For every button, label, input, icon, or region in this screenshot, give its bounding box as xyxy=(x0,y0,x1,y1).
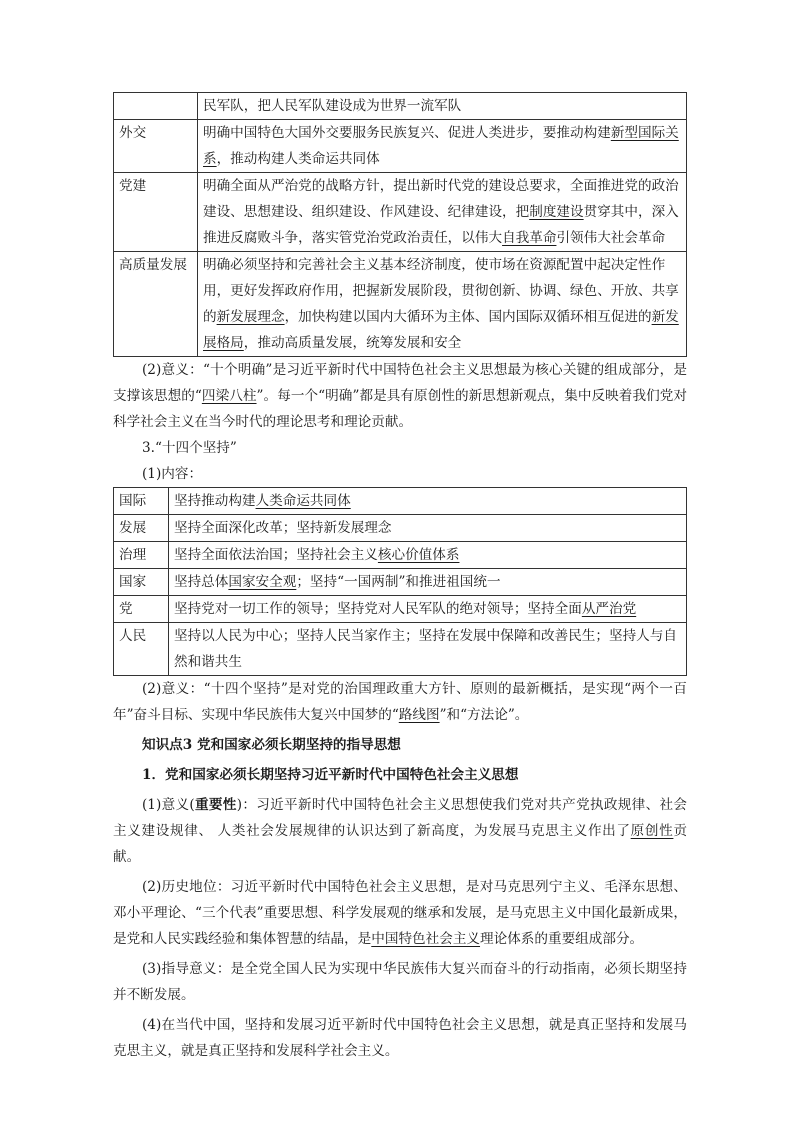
row-label: 高质量发展 xyxy=(114,252,198,357)
row-label: 治理 xyxy=(114,542,169,569)
row-content xyxy=(169,515,687,542)
content-label: (1)内容： xyxy=(142,466,203,482)
underlined-term: 人类命运共同体 xyxy=(255,493,351,509)
table-row xyxy=(114,488,687,515)
ten-clarifications-table xyxy=(113,92,687,357)
underlined-term: 新发展理念 xyxy=(216,309,285,325)
text-run: ”和“方法论”。 xyxy=(439,707,529,723)
text-run: 贡献。 xyxy=(113,823,687,865)
underlined-term: 中国特色社会主义 xyxy=(371,931,481,947)
row-label: 国际 xyxy=(114,488,169,515)
table-row xyxy=(114,515,687,542)
text-run: 坚持全面依法治国；坚持社会主义 xyxy=(174,547,378,563)
underlined-term: 自我革命 xyxy=(502,230,557,246)
text-run: 重要性 xyxy=(194,797,237,813)
text-run: 民军队，把人民军队建设成为世界一流军队 xyxy=(203,98,462,114)
table-row xyxy=(114,623,687,676)
row-content xyxy=(169,623,687,676)
knowledge-point-heading: 知识点3 党和国家必须长期坚持的指导思想 xyxy=(142,737,401,753)
text-run: 明确全面从严治党的战略方针，提出新时代党的建设总要求，全面推进党的政治建设、思想建设、组织建设、作风建设、纪律建设，把 xyxy=(203,178,679,220)
row-label xyxy=(114,93,198,120)
underlined-term: 原创性 xyxy=(630,823,674,839)
table-row xyxy=(114,173,687,252)
underlined-term: 路线图 xyxy=(398,707,440,723)
table-row xyxy=(114,120,687,173)
underlined-term: 四梁八柱 xyxy=(201,388,257,404)
text-run: ，推动高质量发展，统筹发展和安全 xyxy=(243,335,462,351)
underlined-term: 国家安全观 xyxy=(228,574,297,590)
text-run: 明确中国特色大国外交要服务民族复兴、促进人类进步，要推动构建 xyxy=(203,125,611,141)
significance-fourteen-paragraph xyxy=(113,676,687,728)
row-content xyxy=(169,596,687,623)
paragraph-contemporary-china xyxy=(113,1012,687,1064)
underlined-term: 从严治党 xyxy=(581,601,637,617)
text-run: 坚持以人民为中心；坚持人民当家作主；坚持在发展中保障和改善民生；坚持人与自然和谐共生 xyxy=(174,628,677,670)
underlined-term: 新型国际关系 xyxy=(203,125,679,167)
text-run: (2)历史地位：习近平新时代中国特色社会主义思想，是对马克思列宁主义、毛泽东思想、邓小平理论、“三个代表”重要思想、科学发展观的继承和发展，是马克思主义中国化最新成果，是党和人民实践经验和集体智慧的结晶，是 xyxy=(113,879,687,947)
row-label: 国家 xyxy=(114,569,169,596)
row-content xyxy=(198,120,687,173)
row-label: 发展 xyxy=(114,515,169,542)
row-content xyxy=(169,488,687,515)
section-heading: 1．党和国家必须长期坚持习近平新时代中国特色社会主义思想 xyxy=(142,767,519,783)
table-row xyxy=(114,252,687,357)
text-run: ；坚持“一国两制”和推进祖国统一 xyxy=(296,574,501,590)
underlined-term: 新发展格局 xyxy=(203,309,679,351)
text-run: 贯穿其中，深入推进反腐败斗争，落实管党治党政治责任，以伟大 xyxy=(203,204,679,246)
row-content xyxy=(198,252,687,357)
text-run: 引领伟大社会革命 xyxy=(556,230,666,246)
text-run: 坚持全面深化改革；坚持新发展理念 xyxy=(174,520,392,536)
row-label: 党 xyxy=(114,596,169,623)
text-run: )：习近平新时代中国特色社会主义思想使我们党对共产党执政规律、社会主义建设规律、 人类社会发展规律的认识达到了新高度，为发展马克思主义作出了 xyxy=(113,797,687,839)
table-row xyxy=(114,93,687,120)
paragraph-guiding-significance xyxy=(113,956,687,1008)
significance-ten-paragraph xyxy=(113,357,687,435)
table-row xyxy=(114,596,687,623)
text-run: 坚持总体 xyxy=(174,574,229,590)
text-run: 明确必须坚持和完善社会主义基本经济制度，使市场在资源配置中起决定性作用，更好发挥政府作用，把握新发展阶段，贯彻创新、协调、绿色、开放、共享的 xyxy=(203,257,679,325)
text-run: ，加快构建以国内大循环为主体、国内国际双循环相互促进的 xyxy=(284,309,652,325)
row-content xyxy=(169,569,687,596)
text-run: 理论体系的重要组成部分。 xyxy=(480,931,644,947)
row-content xyxy=(169,542,687,569)
underlined-term: 核心价值体系 xyxy=(377,547,460,563)
table-row xyxy=(114,569,687,596)
row-content xyxy=(198,93,687,120)
text-run: ”。每一个“明确”都是具有原创性的新思想新观点，集中反映着我们党对科学社会主义在当今时代的理论思考和理论贡献。 xyxy=(113,388,688,430)
text-run: (2)意义：“十四个坚持”是对党的治国理政重大方针、原则的最新概括，是实现“两个一百年”奋斗目标、实现中华民族伟大复兴中国梦的“ xyxy=(113,681,687,723)
text-run: (4)在当代中国，坚持和发展习近平新时代中国特色社会主义思想，就是真正坚持和发展马克思主义，就是真正坚持和发展科学社会主义。 xyxy=(113,1017,687,1059)
text-run: (1)意义( xyxy=(142,797,195,813)
document-page xyxy=(113,92,687,1064)
row-content xyxy=(198,173,687,252)
row-label: 党建 xyxy=(114,173,198,252)
text-run: 坚持党对一切工作的领导；坚持党对人民军队的绝对领导；坚持全面 xyxy=(174,601,582,617)
heading-fourteen-adherences: 3.“十四个坚持” xyxy=(142,440,237,456)
row-label: 人民 xyxy=(114,623,169,676)
underlined-term: 制度建设 xyxy=(529,204,584,220)
paragraph-historical-status xyxy=(113,874,687,952)
row-label: 外交 xyxy=(114,120,198,173)
table-row xyxy=(114,542,687,569)
text-run: 坚持推动构建 xyxy=(174,493,256,509)
fourteen-adherences-table xyxy=(113,487,687,676)
text-run: (3)指导意义：是全党全国人民为实现中华民族伟大复兴而奋斗的行动指南，必须长期坚持并不断发展。 xyxy=(113,961,687,1003)
paragraph-significance xyxy=(113,792,687,870)
text-run: ，推动构建人类命运共同体 xyxy=(216,151,380,167)
text-run: (2)意义：“十个明确”是习近平新时代中国特色社会主义思想最为核心关键的组成部分，是支撑该思想的“ xyxy=(113,362,687,404)
